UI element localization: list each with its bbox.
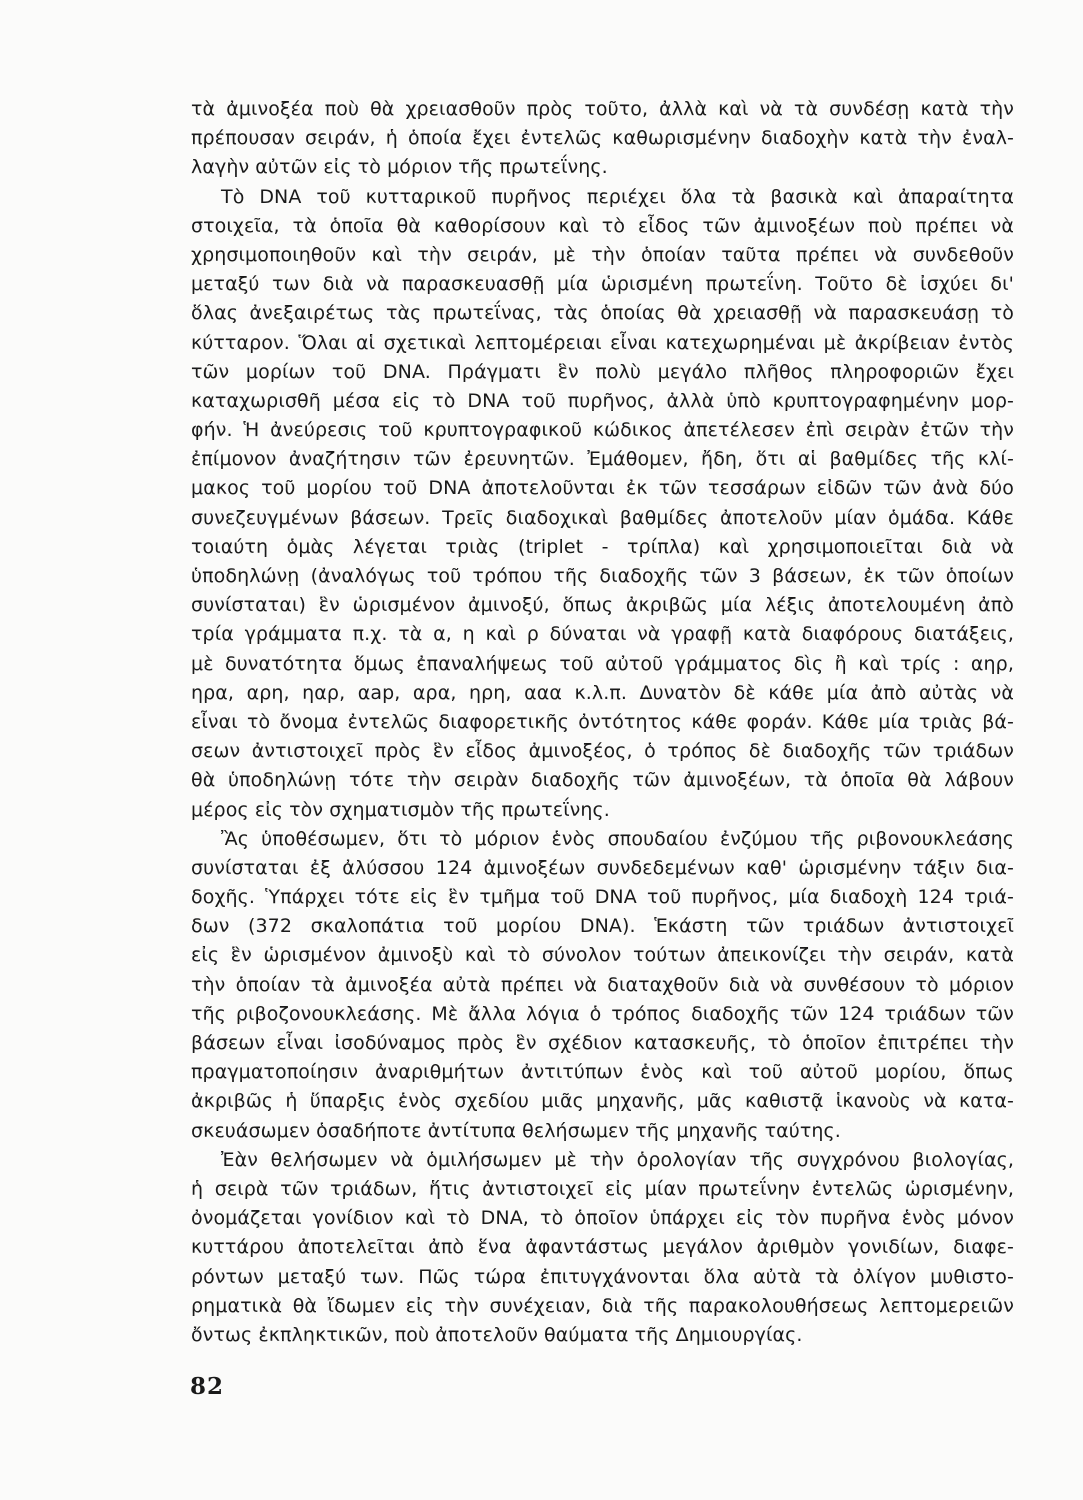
text-line: μακος τοῦ μορίου τοῦ DNA ἀποτελοῦνται ἐκ τῶν τεσσάρων εἰδῶν τῶν ἀνὰ δύο <box>191 477 1014 500</box>
text-line: τὰ ἀμινοξέα ποὺ θὰ χρειασθοῦν πρὸς τοῦτο, ἀλλὰ καὶ νὰ τὰ συνδέσῃ κατὰ τὴν <box>191 98 1014 120</box>
text-line: ὄντως ἐκπληκτικῶν, ποὺ ἀποτελοῦν θαύματα τῆς Δημιουργίας. <box>191 1323 803 1346</box>
text-line: σκευάσωμεν ὁσαδήποτε ἀντίτυπα θελήσωμεν τῆς μηχανῆς ταύτης. <box>191 1119 841 1142</box>
text-line: κύτταρον. Ὅλαι αἱ σχετικαὶ λεπτομέρειαι εἶναι κατεχωρημέναι μὲ ἀκρίβειαν ἐντὸς <box>191 331 1014 354</box>
text-line: καταχωρισθῆ μέσα εἰς τὸ DNA τοῦ πυρῆνος, ἀλλὰ ὑπὸ κρυπτογραφημένην μορ- <box>191 389 1014 412</box>
text-line: φήν. Ἡ ἀνεύρεσις τοῦ κρυπτογραφικοῦ κώδικος ἀπετέλεσεν ἐπὶ σειρὰν ἐτῶν τὴν <box>191 419 1014 442</box>
text-line: στοιχεῖα, τὰ ὁποῖα θὰ καθορίσουν καὶ τὸ εἶδος τῶν ἀμινοξέων ποὺ πρέπει νὰ <box>191 214 1014 237</box>
text-line: πρέπουσαν σειράν, ἡ ὁποία ἔχει ἐντελῶς καθωρισμένην διαδοχὴν κατὰ τὴν ἐναλ- <box>191 127 1014 150</box>
text-line: ἡ σειρὰ τῶν τριάδων, ἥτις ἀντιστοιχεῖ εἰς μίαν πρωτεΐνην ἐντελῶς ὡρισμένην, <box>191 1177 1014 1200</box>
paragraph <box>191 1146 1014 1350</box>
text-line: ρόντων μεταξύ των. Πῶς τώρα ἐπιτυγχάνονται ὅλα αὐτὰ τὰ ὀλίγον μυθιστο- <box>191 1265 1014 1288</box>
text-line: τρία γράμματα π.χ. τὰ α, η καὶ ρ δύναται νὰ γραφῇ κατὰ διαφόρους διατάξεις, <box>191 623 1014 646</box>
text-line: σεων ἀντιστοιχεῖ πρὸς ἓν εἶδος ἀμινοξέος, ὁ τρόπος δὲ διαδοχῆς τῶν τριάδων <box>191 740 1014 763</box>
text-line: μὲ δυνατότητα ὅμως ἐπαναλήψεως τοῦ αὐτοῦ γράμματος δὶς ἢ καὶ τρίς : αηρ, <box>191 652 1014 675</box>
text-line: τῶν μορίων τοῦ DNA. Πράγματι ἓν πολὺ μεγάλο πλῆθος πληροφοριῶν ἔχει <box>191 360 1014 383</box>
paragraph <box>191 95 1014 183</box>
page-number: 82 <box>190 1373 225 1400</box>
text-line: εἰς ἓν ὡρισμένον ἀμινοξὺ καὶ τὸ σύνολον τούτων ἀπεικονίζει τὴν σειράν, κατὰ <box>191 944 1014 967</box>
text-line: βάσεων εἶναι ἰσοδύναμος πρὸς ἓν σχέδιον κατασκευῆς, τὸ ὁποῖον ἐπιτρέπει τὴν <box>191 1032 1014 1054</box>
text-line: τοιαύτη ὁμὰς λέγεται τριὰς (triplet - τρίπλα) καὶ χρησιμοποιεῖται διὰ νὰ <box>191 535 1014 558</box>
text-line: κυττάρου ἀποτελεῖται ἀπὸ ἕνα ἀφαντάστως μεγάλον ἀριθμὸν γονιδίων, διαφε- <box>191 1236 1014 1259</box>
text-line: τὴν ὁποίαν τὰ ἀμινοξέα αὐτὰ πρέπει νὰ διαταχθοῦν διὰ νὰ συνθέσουν τὸ μόριον <box>191 973 1014 996</box>
text-line: λαγὴν αὐτῶν εἰς τὸ μόριον τῆς πρωτεΐνης. <box>191 156 608 179</box>
text-line: Ἂς ὑποθέσωμεν, ὅτι τὸ μόριον ἑνὸς σπουδαίου ἐνζύμου τῆς ριβονουκλεάσης <box>221 827 1014 850</box>
text-line: ὅλας ἀνεξαιρέτως τὰς πρωτεΐνας, τὰς ὁποίας θὰ χρειασθῇ νὰ παρασκευάσῃ τὸ <box>191 302 1014 325</box>
text-line: τῆς ριβοζονουκλεάσης. Μὲ ἄλλα λόγια ὁ τρόπος διαδοχῆς τῶν 124 τριάδων τῶν <box>191 1002 1014 1025</box>
text-line: δων (372 σκαλοπάτια τοῦ μορίου DNA). Ἑκάστη τῶν τριάδων ἀντιστοιχεῖ <box>191 915 1014 938</box>
text-line: ἐπίμονον ἀναζήτησιν τῶν ἐρευνητῶν. Ἐμάθομεν, ἤδη, ὅτι αἱ βαθμίδες τῆς κλί- <box>191 448 1014 471</box>
text-line: εἶναι τὸ ὄνομα ἐντελῶς διαφορετικῆς ὀντότητος κάθε φοράν. Κάθε μία τριὰς βά- <box>191 710 1014 733</box>
text-line: συνίσταται ἐξ ἀλύσσου 124 ἀμινοξέων συνδεδεμένων καθ' ὡρισμένην τάξιν δια- <box>191 856 1014 879</box>
text-line: πραγματοποίησιν ἀναριθμήτων ἀντιτύπων ἑνὸς καὶ τοῦ αὐτοῦ μορίου, ὅπως <box>191 1061 1014 1084</box>
text-line: χρησιμοποιηθοῦν καὶ τὴν σειράν, μὲ τὴν ὁποίαν ταῦτα πρέπει νὰ συνδεθοῦν <box>191 243 1014 266</box>
text-line: Ἐὰν θελήσωμεν νὰ ὁμιλήσωμεν μὲ τὴν ὁρολογίαν τῆς συγχρόνου βιολογίας, <box>221 1148 1014 1171</box>
text-line: μέρος εἰς τὸν σχηματισμὸν τῆς πρωτεΐνης. <box>191 798 610 821</box>
text-line: ηρα, αρη, ηαρ, αар, αρα, ηρη, ααα κ.λ.π. Δυνατὸν δὲ κάθε μία ἀπὸ αὐτὰς νὰ <box>191 681 1014 704</box>
text-line: ὀνομάζεται γονίδιον καὶ τὸ DNA, τὸ ὁποῖον ὑπάρχει εἰς τὸν πυρῆνα ἑνὸς μόνον <box>191 1207 1014 1230</box>
text-line: Τὸ DNA τοῦ κυτταρικοῦ πυρῆνος περιέχει ὅλα τὰ βασικὰ καὶ ἀπαραίτητα <box>221 185 1014 208</box>
text-line: ὑποδηλώνῃ (ἀναλόγως τοῦ τρόπου τῆς διαδοχῆς τῶν 3 βάσεων, ἐκ τῶν ὁποίων <box>191 565 1014 587</box>
text-line: δοχῆς. Ὑπάρχει τότε εἰς ἓν τμῆμα τοῦ DNA τοῦ πυρῆνος, μία διαδοχὴ 124 τριά- <box>191 886 1014 909</box>
body-text <box>191 95 1014 1350</box>
text-line: συνίσταται) ἓν ὡρισμένον ἀμινοξύ, ὅπως ἀκριβῶς μία λέξις ἀποτελουμένη ἀπὸ <box>191 594 1014 617</box>
text-line: ἀκριβῶς ἡ ὕπαρξις ἑνὸς σχεδίου μιᾶς μηχανῆς, μᾶς καθιστᾷ ἱκανοὺς νὰ κατα- <box>191 1090 1014 1113</box>
text-line: μεταξύ των διὰ νὰ παρασκευασθῇ μία ὡρισμένη πρωτεΐνη. Τοῦτο δὲ ἰσχύει δι' <box>191 273 1014 296</box>
paragraph <box>191 183 1014 825</box>
text-line: θὰ ὑποδηλώνῃ τότε τὴν σειρὰν διαδοχῆς τῶν ἀμινοξέων, τὰ ὁποῖα θὰ λάβουν <box>191 769 1014 792</box>
paragraph <box>191 825 1014 1146</box>
text-line: ρηματικὰ θὰ ἴδωμεν εἰς τὴν συνέχειαν, διὰ τῆς παρακολουθήσεως λεπτομερειῶν <box>191 1294 1014 1317</box>
text-line: συνεζευγμένων βάσεων. Τρεῖς διαδοχικαὶ βαθμίδες ἀποτελοῦν μίαν ὁμάδα. Κάθε <box>191 506 1014 529</box>
